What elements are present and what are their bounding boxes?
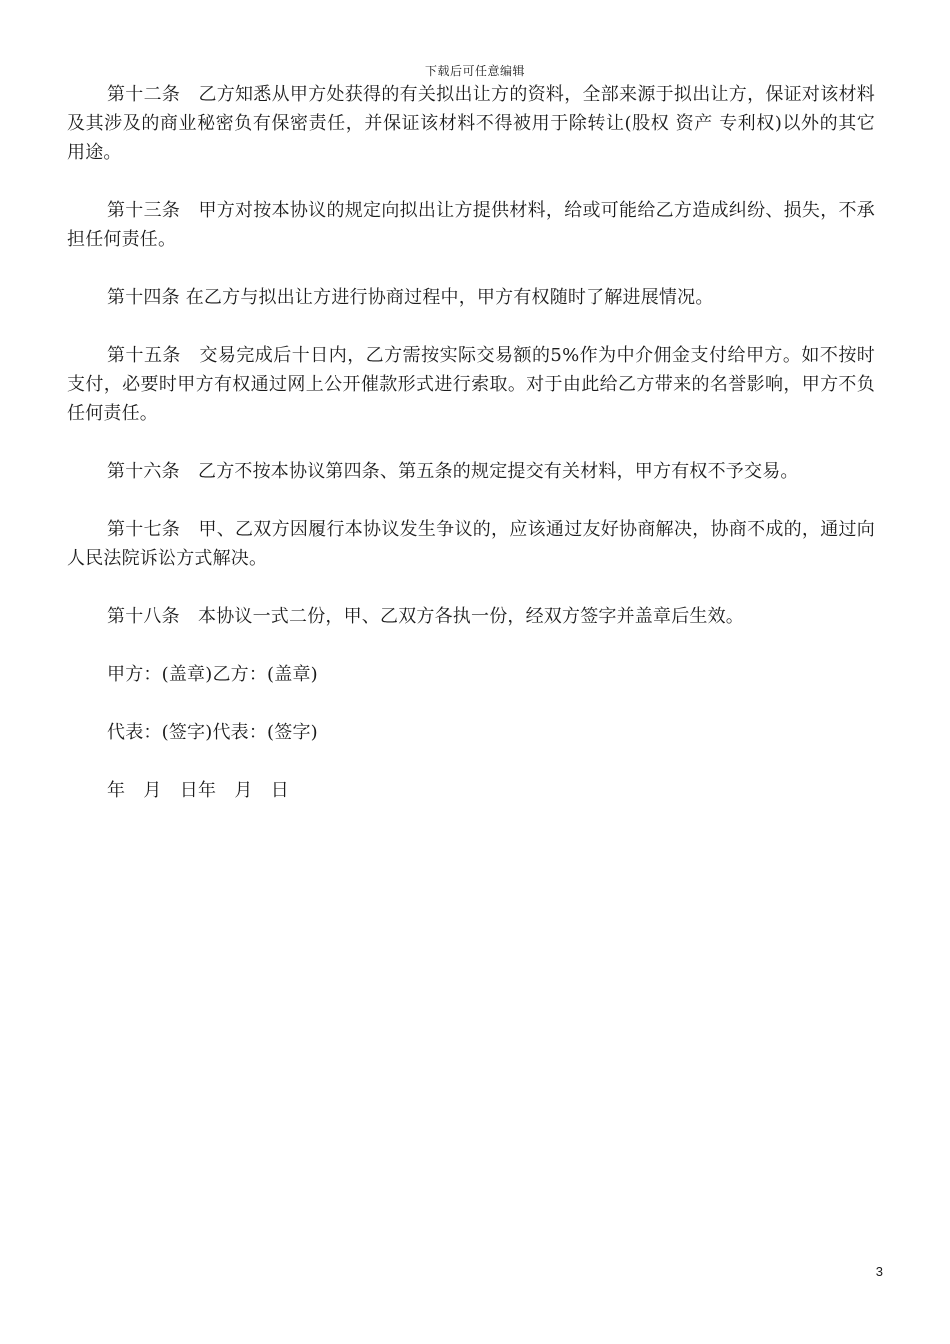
signature-line: 代表：(签字)代表：(签字): [107, 722, 318, 743]
article-15: 第十五条 交易完成后十日内，乙方需按实际交易额的5%作为中介佣金支付给甲方。如不按时支付，必要时甲方有权通过网上公开催款形式进行索取。对于由此给乙方带来的名誉影响，甲方不负任何责任。: [67, 345, 875, 424]
seal-line: 甲方：(盖章)乙方：(盖章): [107, 664, 318, 685]
article-18: 第十八条 本协议一式二份，甲、乙双方各执一份，经双方签字并盖章后生效。: [107, 606, 744, 627]
article-12: 第十二条 乙方知悉从甲方处获得的有关拟出让方的资料，全部来源于拟出让方，保证对该材料及其涉及的商业秘密负有保密责任，并保证该材料不得被用于除转让(股权 资产 专利权)以外的其它用途。: [67, 84, 875, 163]
article-13: 第十三条 甲方对按本协议的规定向拟出让方提供材料，给或可能给乙方造成纠纷、损失，不承担任何责任。: [67, 200, 875, 250]
article-14: 第十四条 在乙方与拟出让方进行协商过程中，甲方有权随时了解进展情况。: [107, 287, 714, 308]
page-number: 3: [875, 1264, 883, 1279]
document-body: [67, 80, 875, 834]
article-17: 第十七条 甲、乙双方因履行本协议发生争议的，应该通过友好协商解决，协商不成的，通过向人民法院诉讼方式解决。: [67, 519, 875, 569]
date-line: 年 月 日年 月 日: [107, 780, 289, 801]
header-note: 下载后可任意编辑: [424, 64, 525, 78]
article-16: 第十六条 乙方不按本协议第四条、第五条的规定提交有关材料，甲方有权不予交易。: [107, 461, 799, 482]
